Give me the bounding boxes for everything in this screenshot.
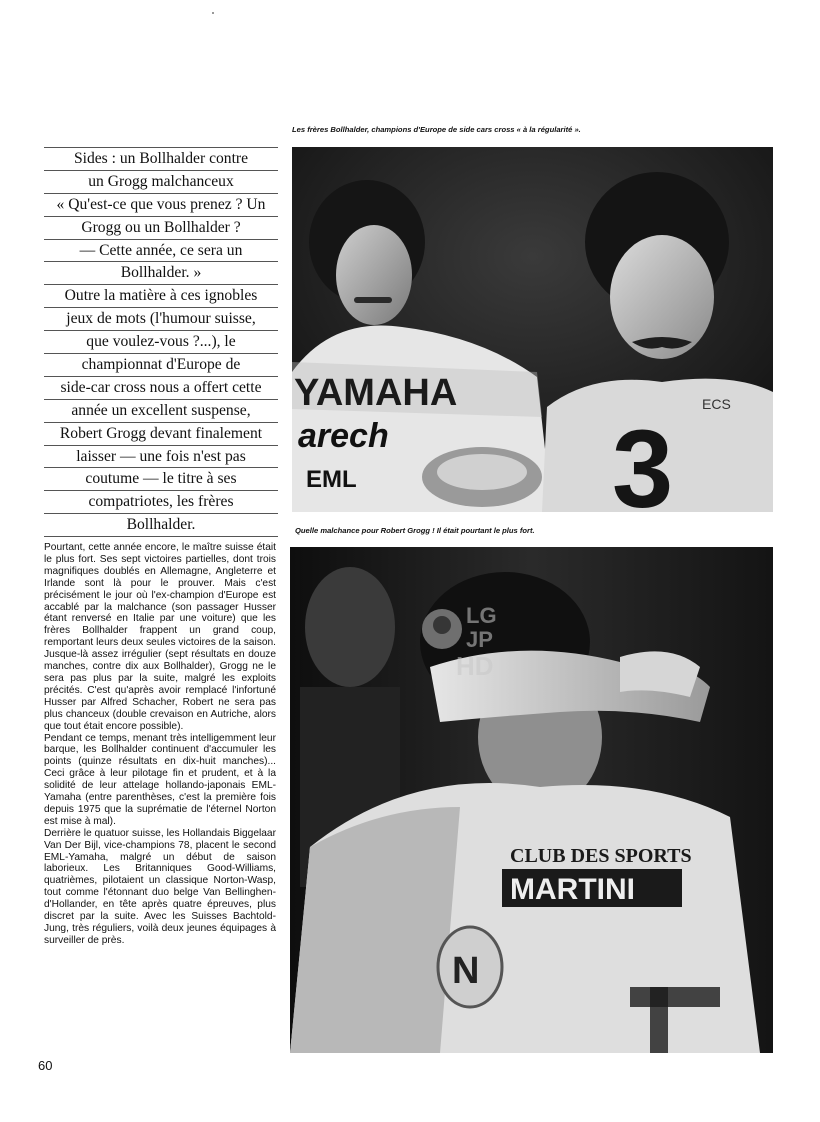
- pullquote-line: side-car cross nous a offert cette: [44, 377, 278, 400]
- jersey-club-text: CLUB DES SPORTS: [510, 845, 692, 867]
- jersey-sponsor-text: arech: [298, 417, 389, 455]
- pullquote-line: coutume — le titre à ses: [44, 468, 278, 491]
- pullquote-line: année un excellent suspense,: [44, 400, 278, 423]
- svg-text:HD: HD: [456, 651, 494, 681]
- pullquote-line: un Grogg malchanceux: [44, 171, 278, 194]
- pullquote-line: jeux de mots (l'humour suisse,: [44, 308, 278, 331]
- article-paragraph: Pourtant, cette année encore, le maître suisse était le plus fort. Ses sept victoires partielles, dont trois magnifiques doublés en Allemagne, Angleterre et Irlande sont là pour le prouver. Mais c'est précisément le jour où l'ex-champion d'Europe est accablé par la malchance (son passager Husser étant renversé en Italie par une voiture) que les frères Bollhalder frappent un grand coup, remportant leurs deux seules victoires de la saison. Jusque-là assez irrégulier (sept résultats en douze manches, contre dix aux Bollhalder), Grogg ne le sera pas plus par la suite, malgré les exploits précités. C'est qu'après avoir remplacé l'infortuné Husser par Alfred Schacher, Robert ne sera pas plus chanceux (double crevaison en Autriche, alors que tout était encore possible).: [44, 542, 276, 732]
- svg-text:N: N: [452, 950, 480, 992]
- jersey-martini-text: MARTINI: [510, 873, 635, 906]
- pullquote-line: Grogg ou un Bollhalder ?: [44, 217, 278, 240]
- pullquote-line: « Qu'est-ce que vous prenez ? Un: [44, 194, 278, 217]
- jersey-brand-text: EML: [306, 466, 357, 493]
- jersey-yamaha-text: YAMAHA: [294, 372, 458, 414]
- jersey-right-text: ECS: [702, 396, 731, 412]
- photo-bollhalder-brothers: [292, 147, 773, 512]
- article-body: [44, 542, 276, 947]
- article-paragraph: Pendant ce temps, menant très intelligemment leur barque, les Bollhalder continuent d'accumuler les points (quinze résultats en dix-huit manches)... Ceci grâce à leur pilotage fin et prudent, et à la solidité de leur attelage hollando-japonais EML-Yamaha (entre parenthèses, c'est la première fois depuis 1975 que la suprématie de l'éternel Norton est mise à mal).: [44, 732, 276, 827]
- jersey-number: 3: [612, 408, 674, 512]
- pullquote-line: championnat d'Europe de: [44, 354, 278, 377]
- pullquote-line: laisser — une fois n'est pas: [44, 446, 278, 469]
- pullquote-line: compatriotes, les frères: [44, 491, 278, 514]
- photo-robert-grogg: [290, 547, 773, 1053]
- pullquote-line: Bollhalder. »: [44, 262, 278, 285]
- svg-text:JP: JP: [466, 627, 493, 652]
- pullquote: [44, 147, 278, 537]
- pullquote-line: Sides : un Bollhalder contre: [44, 147, 278, 171]
- article-paragraph: Derrière le quatuor suisse, les Hollandais Biggelaar Van Der Bijl, vice-champions 78, placent le second EML-Yamaha, malgré un début de saison laborieux. Les Britanniques Good-Williams, quatrièmes, pilotaient un classique Norton-Wasp, tout comme l'étonnant duo belge Van Bellinghen-d'Hollander, en tête après quatre épreuves, plus discret par la suite. Avec les Suisses Bachtold-Jung, très réguliers, voilà deux jeunes équipages à surveiller de près.: [44, 827, 276, 946]
- pullquote-line: Outre la matière à ces ignobles: [44, 285, 278, 308]
- print-mark: [212, 12, 214, 14]
- svg-text:LG: LG: [466, 603, 497, 628]
- page-number: 60: [38, 1058, 53, 1073]
- pullquote-line: Bollhalder.: [44, 514, 278, 537]
- pullquote-line: — Cette année, ce sera un: [44, 240, 278, 263]
- pullquote-line: Robert Grogg devant finalement: [44, 423, 278, 446]
- photo-caption-mid: Quelle malchance pour Robert Grogg ! Il était pourtant le plus fort.: [295, 526, 535, 535]
- pullquote-line: que voulez-vous ?...), le: [44, 331, 278, 354]
- photo-caption-top: Les frères Bollhalder, champions d'Europe de side cars cross « à la régularité ».: [292, 125, 581, 134]
